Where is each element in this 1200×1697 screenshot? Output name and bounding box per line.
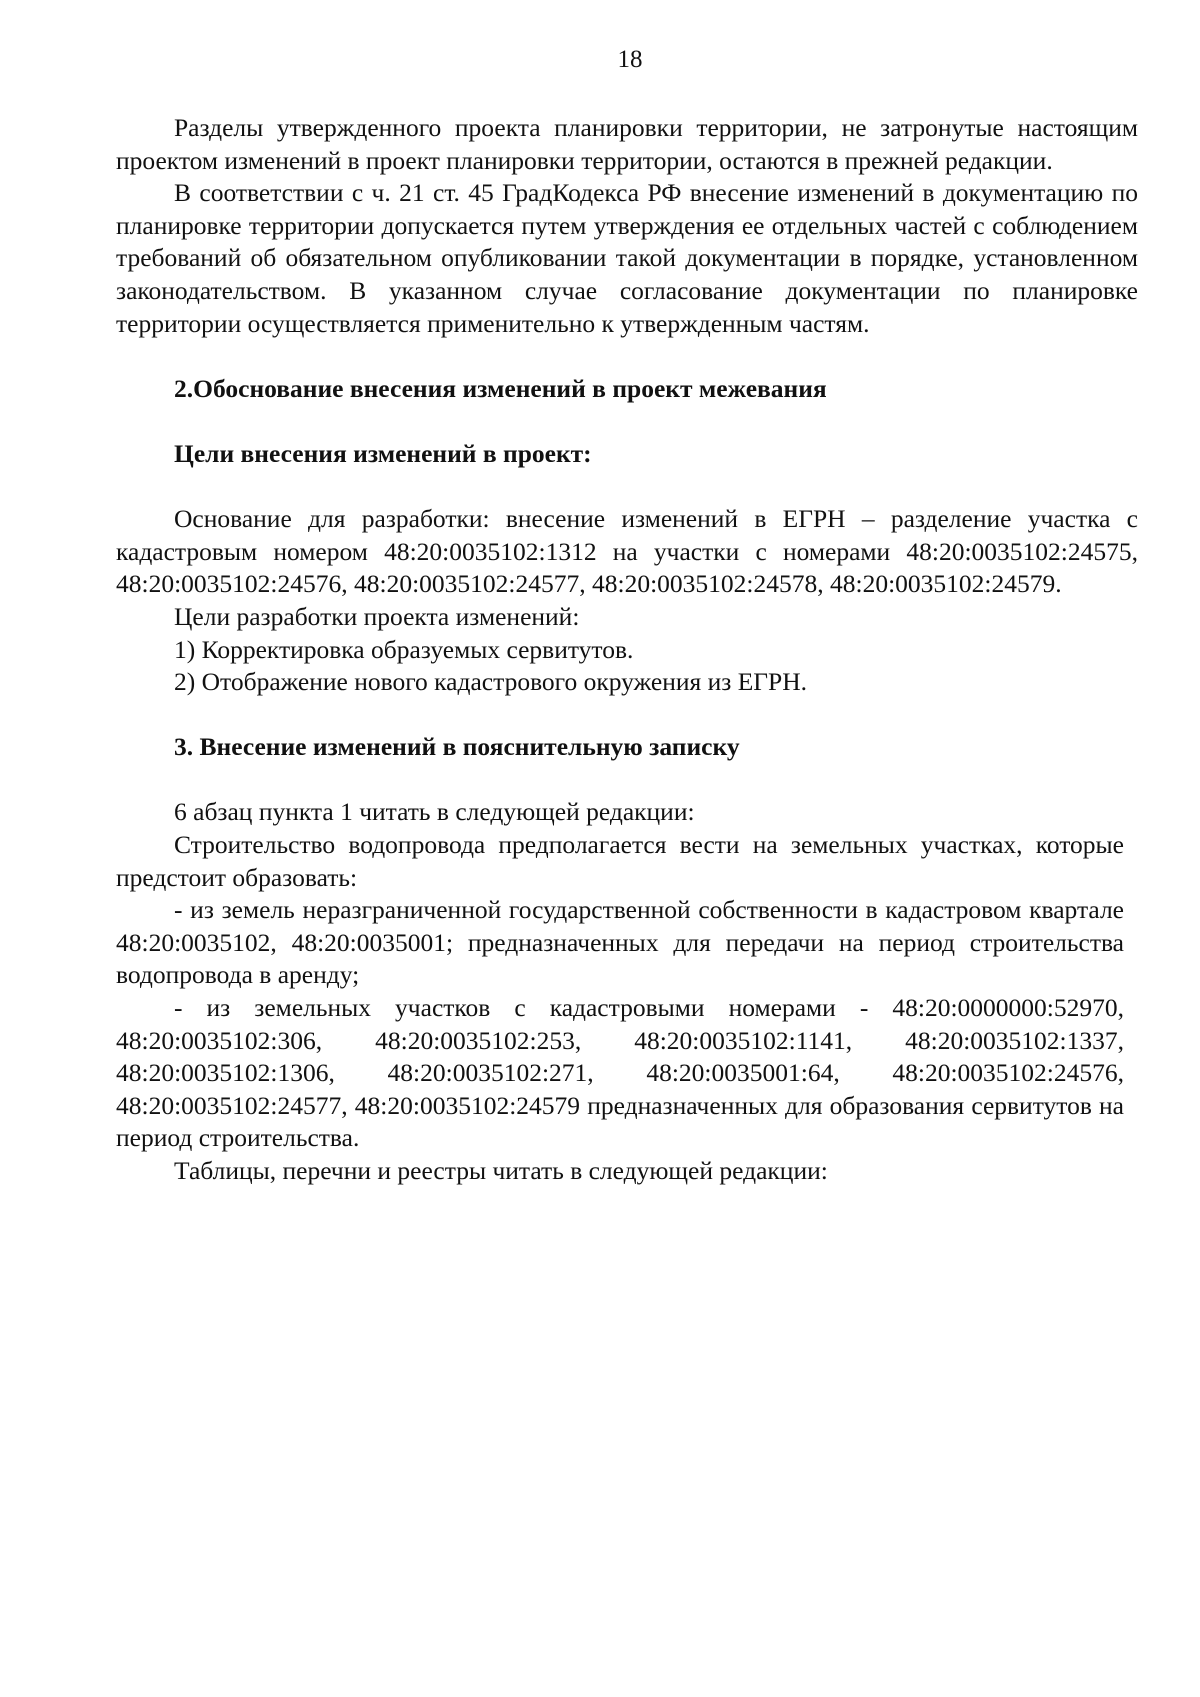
spacer bbox=[116, 405, 1138, 438]
spacer bbox=[116, 471, 1138, 504]
goal-item-2: 2) Отображение нового кадастрового окружения из ЕГРН. bbox=[174, 667, 807, 697]
paragraph-cadastral-numbers: - из земельных участков с кадастровыми номерами - 48:20:0000000:52970, 48:20:0035102:306, 48:20:0035102:253, 48:20:0035102:1141, 48:20:0035102:1337, 48:20:0035102:1306, 48:20:0035102:271, 48:20:0035001:64, 48:20:0035102:24576, 48:20:0035102:24577, 48:20:0035102:24579 предназначенных для образования сервитутов на период строительства. bbox=[116, 993, 1124, 1153]
spacer bbox=[116, 764, 1138, 797]
paragraph-tables-note: Таблицы, перечни и реестры читать в следующей редакции: bbox=[174, 1156, 828, 1185]
document-body bbox=[116, 112, 1138, 1188]
spacer bbox=[116, 699, 1138, 732]
paragraph-water-pipeline: Строительство водопровода предполагается вести на земельных участках, которые предстоит образовать: bbox=[116, 830, 1124, 892]
goal-item-1: 1) Корректировка образуемых сервитутов. bbox=[174, 634, 634, 664]
paragraph-unchanged-sections: Разделы утвержденного проекта планировки территории, не затронутые настоящим проектом изменений в проект планировки территории, остаются в прежней редакции. bbox=[116, 113, 1138, 175]
paragraph-state-lands: - из земель неразграниченной государственной собственности в кадастровом квартале 48:20:0035102, 48:20:0035001; предназначенных для передачи на период строительства водопровода в аренду; bbox=[116, 895, 1124, 990]
paragraph-section3-intro: 6 абзац пункта 1 читать в следующей редакции: bbox=[174, 797, 695, 827]
paragraph-gradcodex-reference: В соответствии с ч. 21 ст. 45 ГрадКодекса РФ внесение изменений в документацию по планировке территории допускается путем утверждения ее отдельных частей с соблюдением требований об обязательном опубликовании такой документации в порядке, установленном законодательством. В указанном случае согласование документации по планировке территории осуществляется применительно к утвержденным частям. bbox=[116, 178, 1138, 338]
paragraph-goals-title: Цели разработки проекта изменений: bbox=[174, 601, 580, 631]
section-2-heading: 2.Обоснование внесения изменений в проект межевания bbox=[174, 373, 827, 403]
paragraph-basis: Основание для разработки: внесение изменений в ЕГРН – разделение участка с кадастровым номером 48:20:0035102:1312 на участки с номерами 48:20:0035102:24575, 48:20:0035102:24576, 48:20:0035102:24577, 48:20:0035102:24578, 48:20:0035102:24579. bbox=[116, 504, 1138, 599]
page-number: 18 bbox=[617, 46, 643, 73]
section-3-heading: 3. Внесение изменений в пояснительную записку bbox=[174, 732, 740, 762]
spacer bbox=[116, 340, 1138, 373]
section-2-subheading: Цели внесения изменений в проект: bbox=[174, 438, 592, 468]
